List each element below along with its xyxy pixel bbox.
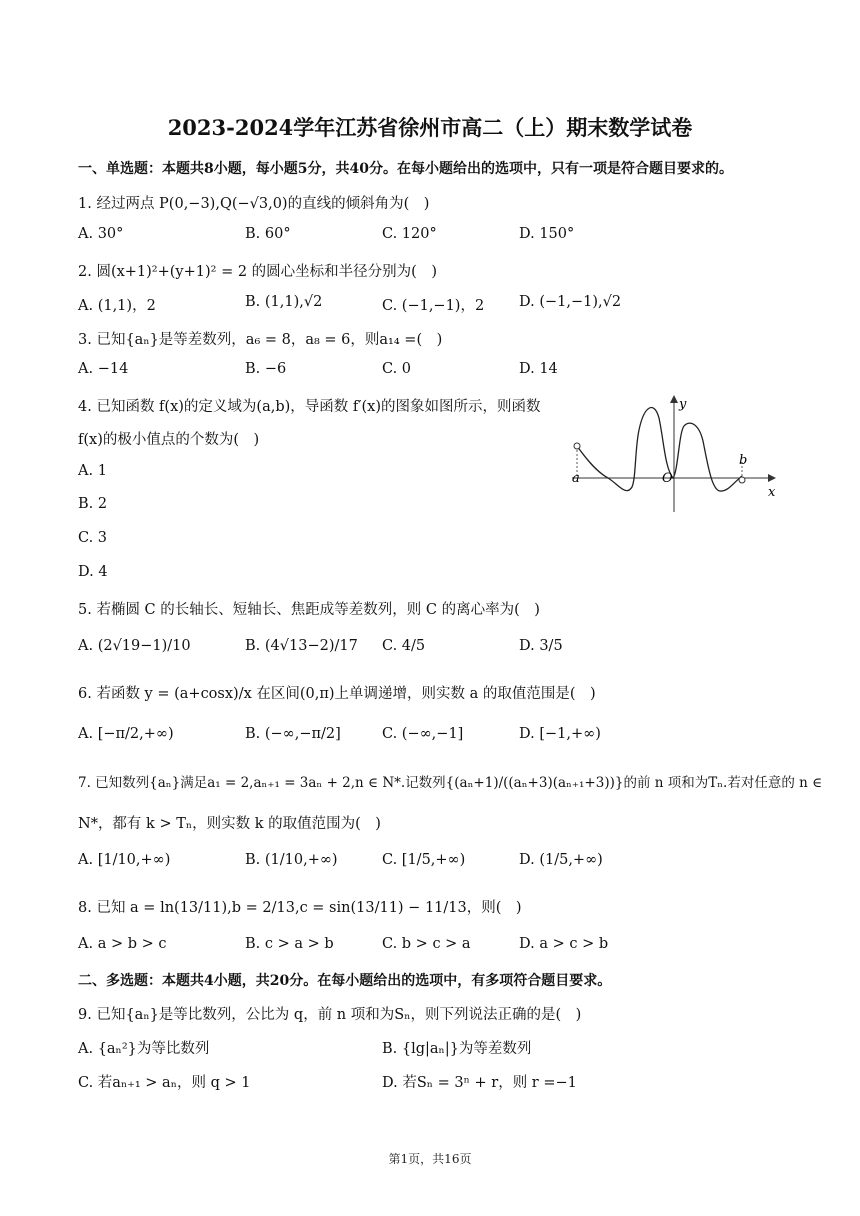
question-8-option-a: A. a > b > c: [78, 936, 167, 952]
open-endpoint-b: [739, 477, 745, 483]
question-5-option-c: C. 4/5: [382, 638, 426, 654]
question-2-option-a: A. (1,1)，2: [78, 298, 156, 314]
page-footer: 第1页，共16页: [388, 1152, 472, 1166]
question-3-option-a: A. −14: [78, 361, 129, 377]
question-4-option-d: D. 4: [78, 564, 108, 580]
a-label: a: [572, 471, 580, 486]
question-6-option-c: C. (−∞,−1]: [382, 726, 464, 742]
y-axis-arrow: [670, 395, 678, 403]
section-heading-multiple-choice: 二、多选题：本题共4小题，共20分。在每小题给出的选项中，有多项符合题目要求。: [78, 973, 612, 989]
derivative-graph: [562, 392, 782, 514]
question-9-option-b: B. {lg|aₙ|}为等差数列: [382, 1041, 532, 1057]
question-7-stem-continued: N*，都有 k > Tₙ，则实数 k 的取值范围为( ): [78, 816, 381, 832]
question-7-stem: 7. 已知数列{aₙ}满足a₁ = 2,aₙ₊₁ = 3aₙ + 2,n ∈ N*.记数列{(aₙ+1)/((aₙ+3)(aₙ₊₁+3))}的前 n 项和为Tₙ.若对任意的 n ∈: [78, 775, 823, 791]
question-5-option-d: D. 3/5: [519, 638, 563, 654]
question-4-option-c: C. 3: [78, 530, 108, 546]
question-8-stem: 8. 已知 a = ln(13/11),b = 2/13,c = sin(13/11) − 11/13，则( ): [78, 900, 522, 916]
question-3-stem: 3. 已知{aₙ}是等差数列，a₆ = 8，a₈ = 6，则a₁₄ =( ): [78, 332, 443, 348]
question-3-option-b: B. −6: [245, 361, 287, 377]
x-axis-label: x: [768, 485, 776, 500]
question-7-option-d: D. (1/5,+∞): [519, 852, 603, 868]
question-5-stem: 5. 若椭圆 C 的长轴长、短轴长、焦距成等差数列，则 C 的离心率为( ): [78, 602, 540, 618]
question-1-option-d: D. 150°: [519, 226, 575, 242]
page-title: 2023-2024学年江苏省徐州市高二（上）期末数学试卷: [167, 115, 693, 140]
question-9-option-a: A. {aₙ²}为等比数列: [78, 1041, 210, 1057]
question-4-stem-continued: f(x)的极小值点的个数为( ): [78, 432, 260, 448]
question-5-option-b: B. (4√13−2)/17: [245, 638, 358, 654]
question-8-option-c: C. b > c > a: [382, 936, 471, 952]
b-label: b: [739, 453, 748, 468]
question-3-option-d: D. 14: [519, 361, 558, 377]
section-heading-single-choice: 一、单选题：本题共8小题，每小题5分，共40分。在每小题给出的选项中，只有一项是符合题目要求的。: [78, 161, 733, 177]
question-3-option-c: C. 0: [382, 361, 412, 377]
question-2-option-d: D. (−1,−1),√2: [519, 294, 622, 310]
derivative-curve: [577, 408, 742, 492]
x-axis-arrow: [768, 474, 776, 482]
question-4-stem: 4. 已知函数 f(x)的定义域为(a,b)，导函数 f′(x)的图象如图所示，则函数: [78, 399, 541, 415]
question-6-stem: 6. 若函数 y = (a+cosx)/x 在区间(0,π)上单调递增，则实数 a 的取值范围是( ): [78, 686, 596, 702]
question-2-option-b: B. (1,1),√2: [245, 294, 323, 310]
question-8-option-d: D. a > c > b: [519, 936, 609, 952]
question-6-option-a: A. [−π/2,+∞): [78, 726, 174, 742]
question-1-option-b: B. 60°: [245, 226, 291, 242]
question-1-option-c: C. 120°: [382, 226, 437, 242]
question-2-option-c: C. (−1,−1)，2: [382, 298, 485, 314]
question-1-stem: 1. 经过两点 P(0,−3),Q(−√3,0)的直线的倾斜角为( ): [78, 196, 430, 212]
question-4-option-b: B. 2: [78, 496, 108, 512]
question-4-option-a: A. 1: [78, 463, 107, 479]
origin-label: O: [662, 471, 673, 486]
question-7-option-c: C. [1/5,+∞): [382, 852, 466, 868]
open-endpoint-a: [574, 443, 580, 449]
y-axis-label: y: [679, 397, 687, 412]
question-7-option-a: A. [1/10,+∞): [78, 852, 171, 868]
question-7-option-b: B. (1/10,+∞): [245, 852, 338, 868]
question-1-option-a: A. 30°: [78, 226, 124, 242]
question-6-option-d: D. [−1,+∞): [519, 726, 601, 742]
question-8-option-b: B. c > a > b: [245, 936, 334, 952]
question-2-stem: 2. 圆(x+1)²+(y+1)² = 2 的圆心坐标和半径分别为( ): [78, 264, 437, 280]
question-9-stem: 9. 已知{aₙ}是等比数列，公比为 q，前 n 项和为Sₙ，则下列说法正确的是( ): [78, 1007, 582, 1023]
question-9-option-c: C. 若aₙ₊₁ > aₙ，则 q > 1: [78, 1075, 251, 1091]
question-9-option-d: D. 若Sₙ = 3ⁿ + r，则 r =−1: [382, 1075, 577, 1091]
question-6-option-b: B. (−∞,−π/2]: [245, 726, 341, 742]
question-5-option-a: A. (2√19−1)/10: [78, 638, 191, 654]
